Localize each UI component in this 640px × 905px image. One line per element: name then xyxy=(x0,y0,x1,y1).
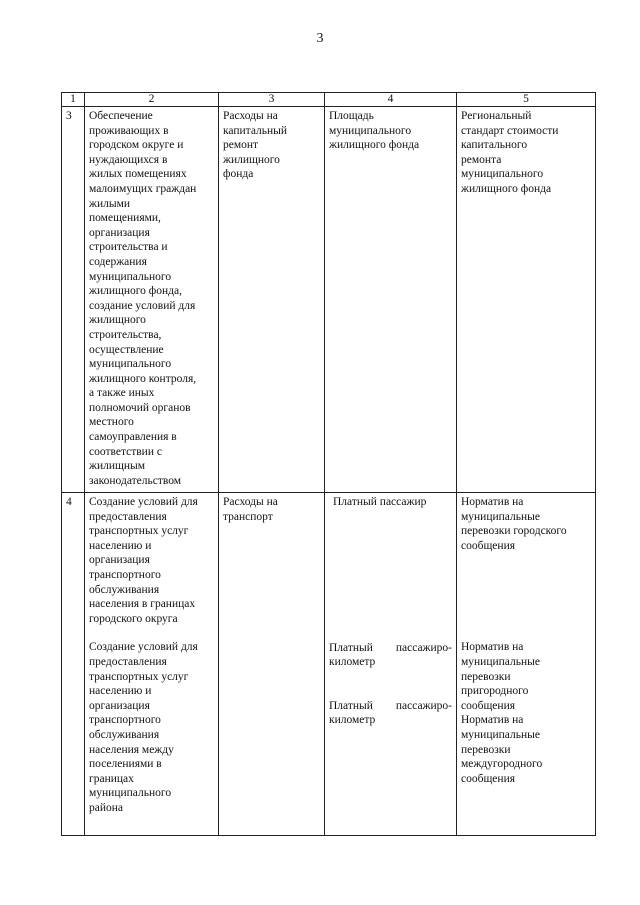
text-line: населению и xyxy=(89,539,152,552)
text-line: помещениями, xyxy=(89,212,161,225)
transport-authority-cell xyxy=(85,493,219,836)
passenger-km-word2: пассажиро- xyxy=(395,699,452,712)
text-line: капитального xyxy=(461,139,528,152)
text-line: населению и xyxy=(89,685,152,698)
text-line: перевозки xyxy=(461,670,511,683)
text-line: муниципального xyxy=(89,358,172,371)
text-line: транспортного xyxy=(89,568,161,581)
text-line: транспортных услуг xyxy=(89,525,189,538)
text-line: муниципальные xyxy=(461,510,540,523)
row-number: 3 xyxy=(62,107,85,493)
standards-table xyxy=(61,92,596,836)
text-line: жилищного фонда xyxy=(329,139,420,152)
text-line: муниципального xyxy=(461,168,544,181)
table-row-4 xyxy=(62,493,596,836)
passenger-km-word1: Платный xyxy=(329,641,373,654)
text-line: сообщения xyxy=(461,772,516,785)
text-line: стандарт стоимости xyxy=(461,124,559,137)
text-line: междугородного xyxy=(461,758,543,771)
text-line: транспортных услуг xyxy=(89,670,189,683)
table-row-3 xyxy=(62,107,596,493)
text-line: транспорт xyxy=(223,510,273,523)
header-col-3: 3 xyxy=(219,93,325,107)
text-line: обслуживания xyxy=(89,728,160,741)
page-number: 3 xyxy=(316,31,324,46)
transport-city-text xyxy=(89,495,214,626)
text-line: муниципального xyxy=(89,787,172,800)
text-line: муниципальные xyxy=(461,655,540,668)
header-col-2: 2 xyxy=(85,93,219,107)
text-line: сообщения xyxy=(461,699,516,712)
text-line: района xyxy=(89,801,124,814)
text-line: капитальный xyxy=(223,124,288,137)
text-line: жилищного контроля, xyxy=(89,372,197,385)
text-line: законодательством xyxy=(89,474,182,487)
text-line: Норматив на xyxy=(461,641,524,654)
text-line: а также иных xyxy=(89,387,155,400)
housing-authority-cell xyxy=(85,107,219,493)
text-line: Норматив на xyxy=(461,496,524,508)
passenger-km-word2: пассажиро- xyxy=(395,641,452,654)
text-line: самоуправления в xyxy=(89,431,177,444)
text-line: перевозки xyxy=(461,743,511,756)
text-line: муниципального xyxy=(329,124,412,137)
text-line: предоставления xyxy=(89,655,167,668)
paid-passenger-km-intercity xyxy=(329,699,452,714)
table-header-row xyxy=(62,93,596,107)
text-line: жилыми xyxy=(89,197,130,210)
intercity-transport-standard xyxy=(461,713,591,786)
text-line: ремонта xyxy=(461,153,502,166)
housing-standard-cell xyxy=(457,107,596,493)
header-col-5: 5 xyxy=(457,93,596,107)
text-line: жилищного xyxy=(223,153,280,166)
housing-expense-cell xyxy=(219,107,325,493)
text-line: перевозки городского xyxy=(461,525,567,538)
text-line: населения в границах xyxy=(89,598,196,611)
text-line: муниципальные xyxy=(461,728,540,741)
suburban-transport-standard xyxy=(461,640,591,713)
text-line: транспортного xyxy=(89,714,161,727)
row-number: 4 xyxy=(62,493,85,836)
text-line: проживающих в xyxy=(89,124,169,137)
paid-passenger-text: Платный пассажир xyxy=(333,496,427,508)
passenger-km-word3: километр xyxy=(329,656,376,669)
text-line: сообщения xyxy=(461,539,516,552)
text-line: организация xyxy=(89,554,150,567)
text-line: городского округа xyxy=(89,612,178,625)
passenger-km-word1: Платный xyxy=(329,699,373,712)
text-line: муниципального xyxy=(89,270,172,283)
text-line: населения между xyxy=(89,743,174,756)
text-line: малоимущих граждан xyxy=(89,182,197,195)
text-line: Расходы на xyxy=(223,110,278,122)
text-line: местного xyxy=(89,416,134,429)
text-line: содержания xyxy=(89,255,147,268)
text-line: жилищным xyxy=(89,460,146,473)
transport-expense-cell xyxy=(219,493,325,836)
text-line: Обеспечение xyxy=(89,110,153,122)
text-line: пригородного xyxy=(461,685,529,698)
text-line: Создание условий для xyxy=(89,641,198,654)
header-col-1: 1 xyxy=(62,93,85,107)
city-transport-standard xyxy=(461,495,591,553)
text-line: жилых помещениях xyxy=(89,168,187,181)
text-line: Региональный xyxy=(461,110,532,122)
text-line: фонда xyxy=(223,168,254,181)
text-line: полномочий органов xyxy=(89,401,191,414)
text-line: поселениями в xyxy=(89,758,162,771)
text-line: городском округе и xyxy=(89,139,184,152)
text-line: Норматив на xyxy=(461,714,524,727)
transport-district-text xyxy=(89,640,214,815)
header-col-4: 4 xyxy=(325,93,457,107)
transport-standard-cell xyxy=(457,493,596,836)
transport-indicator-cell xyxy=(325,493,457,836)
housing-indicator-cell xyxy=(325,107,457,493)
text-line: создание условий для xyxy=(89,299,196,312)
text-line: строительства, xyxy=(89,328,162,341)
text-line: границах xyxy=(89,772,134,785)
text-line: строительства и xyxy=(89,241,168,254)
text-line: нуждающихся в xyxy=(89,153,168,166)
text-line: жилищного фонда, xyxy=(89,285,182,298)
text-line: предоставления xyxy=(89,510,167,523)
passenger-km-word3: километр xyxy=(329,714,376,727)
text-line: организация xyxy=(89,699,150,712)
text-line: обслуживания xyxy=(89,583,160,596)
text-line: ремонт xyxy=(223,139,259,152)
text-line: Расходы на xyxy=(223,496,278,508)
text-line: Площадь xyxy=(329,110,374,122)
text-line: жилищного фонда xyxy=(461,182,552,195)
text-line: соответствии с xyxy=(89,445,162,458)
text-line: осуществление xyxy=(89,343,164,356)
text-line: жилищного xyxy=(89,314,146,327)
text-line: Создание условий для xyxy=(89,496,198,508)
paid-passenger-km-suburban xyxy=(329,641,452,656)
text-line: организация xyxy=(89,226,150,239)
